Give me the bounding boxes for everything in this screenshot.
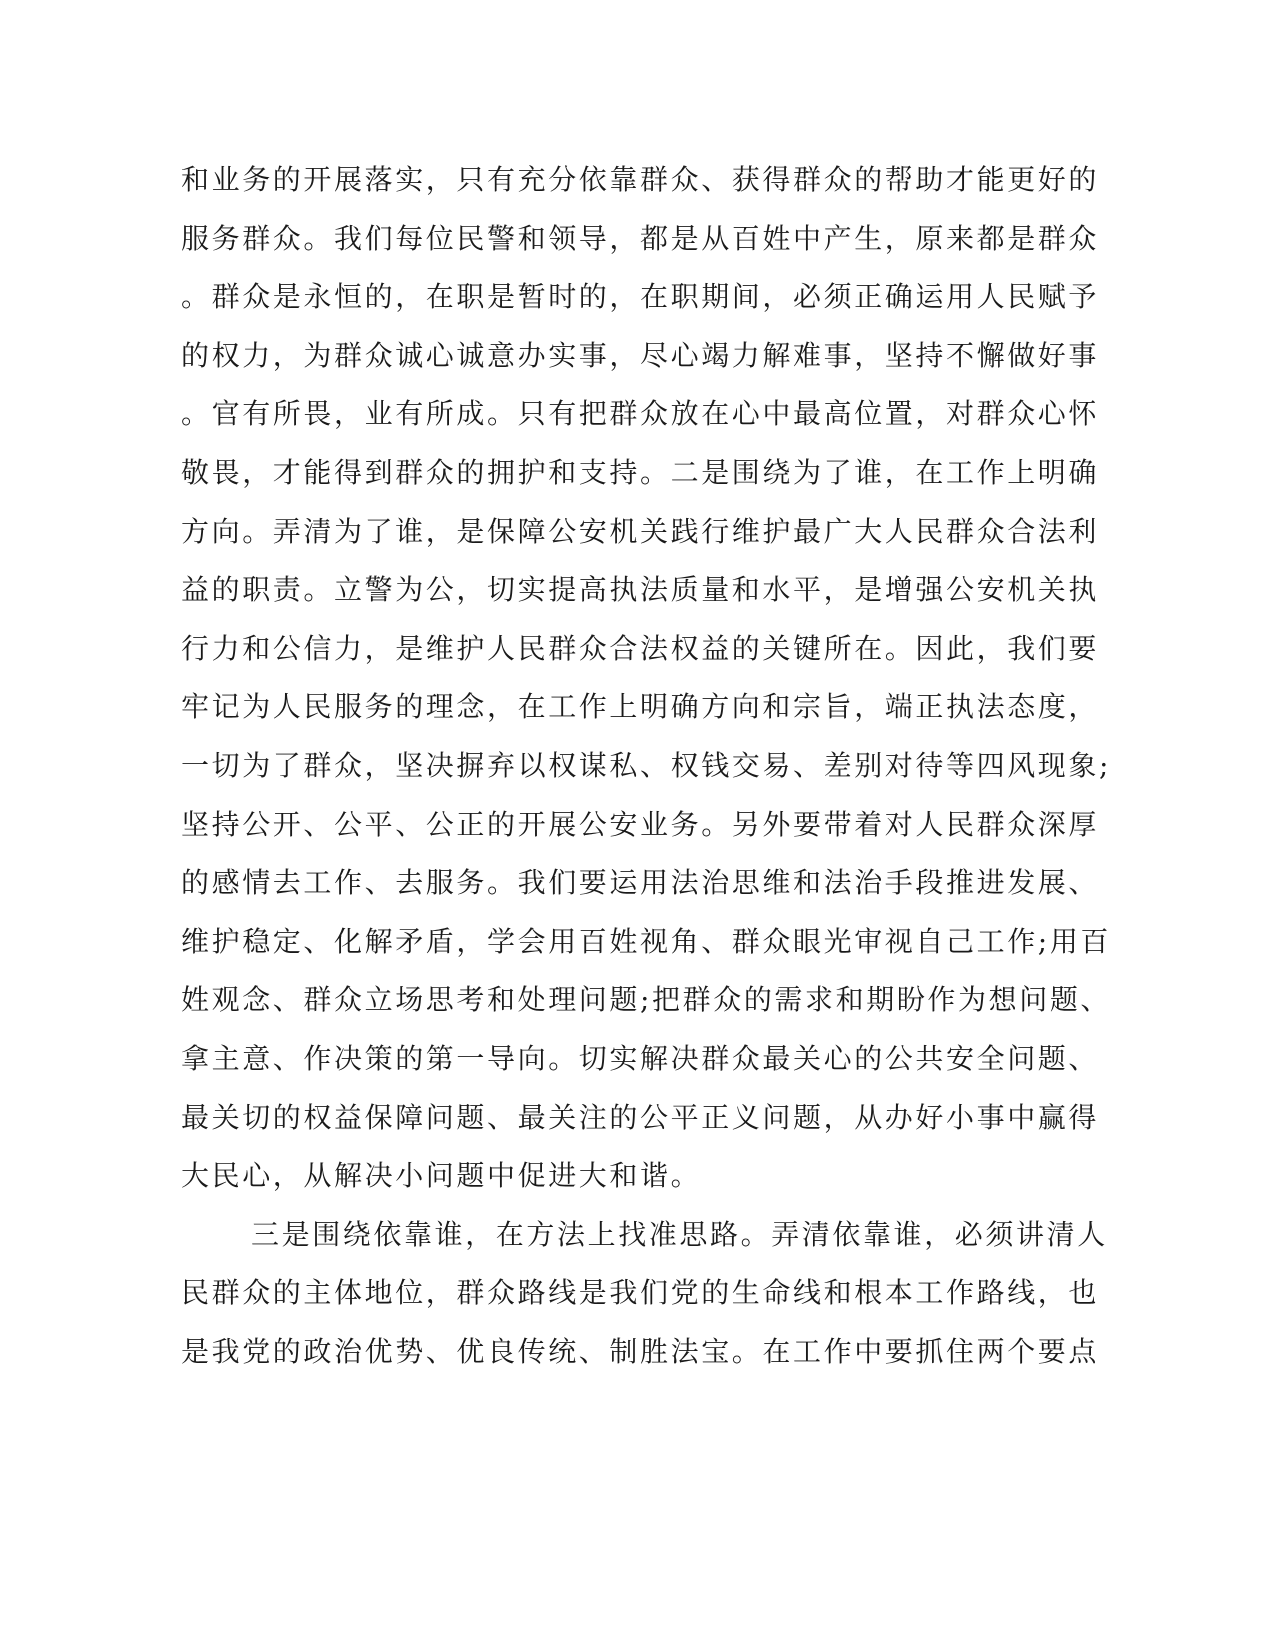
text-line: 一切为了群众，坚决摒弃以权谋私、权钱交易、差别对待等四风现象;: [181, 748, 1112, 782]
text-line: 和业务的开展落实，只有充分依靠群众、获得群众的帮助才能更好的: [181, 163, 1100, 196]
paragraph-start-line: 三是围绕依靠谁，在方法上找准思路。弄清依靠谁，必须讲清人: [251, 1217, 1108, 1251]
text-line: 是我党的政治优势、优良传统、制胜法宝。在工作中要抓住两个要点: [181, 1334, 1100, 1368]
text-line: 。群众是永恒的，在职是暂时的，在职期间，必须正确运用人民赋予: [181, 280, 1100, 314]
text-line: 行力和公信力，是维护人民群众合法权益的关键所在。因此，我们要: [181, 631, 1100, 665]
text-line: 拿主意、作决策的第一导向。切实解决群众最关心的公共安全问题、: [181, 1041, 1100, 1075]
text-line: 牢记为人民服务的理念，在工作上明确方向和宗旨，端正执法态度，: [181, 690, 1100, 724]
text-line: 姓观念、群众立场思考和处理问题;把群众的需求和期盼作为想问题、: [181, 983, 1112, 1017]
text-line: 的感情去工作、去服务。我们要运用法治思维和法治手段推进发展、: [181, 866, 1100, 900]
text-line: 服务群众。我们每位民警和领导，都是从百姓中产生，原来都是群众: [181, 221, 1100, 255]
text-line: 坚持公开、公平、公正的开展公安业务。另外要带着对人民群众深厚: [181, 807, 1100, 841]
body-text: [181, 160, 1112, 1390]
text-line: 敬畏，才能得到群众的拥护和支持。二是围绕为了谁，在工作上明确: [181, 455, 1100, 489]
text-line: 维护稳定、化解矛盾，学会用百姓视角、群众眼光审视自己工作;用百: [181, 924, 1112, 958]
text-line: 益的职责。立警为公，切实提高执法质量和水平，是增强公安机关执: [181, 573, 1100, 607]
text-line: 。官有所畏，业有所成。只有把群众放在心中最高位置，对群众心怀: [181, 397, 1100, 431]
text-line: 方向。弄清为了谁，是保障公安机关践行维护最广大人民群众合法利: [181, 514, 1100, 548]
text-line: 的权力，为群众诚心诚意办实事，尽心竭力解难事，坚持不懈做好事: [181, 338, 1100, 372]
text-line: 最关切的权益保障问题、最关注的公平正义问题，从办好小事中赢得: [181, 1100, 1100, 1134]
text-line: 民群众的主体地位，群众路线是我们党的生命线和根本工作路线，也: [181, 1276, 1100, 1310]
text-line: 大民心，从解决小问题中促进大和谐。: [181, 1159, 702, 1193]
